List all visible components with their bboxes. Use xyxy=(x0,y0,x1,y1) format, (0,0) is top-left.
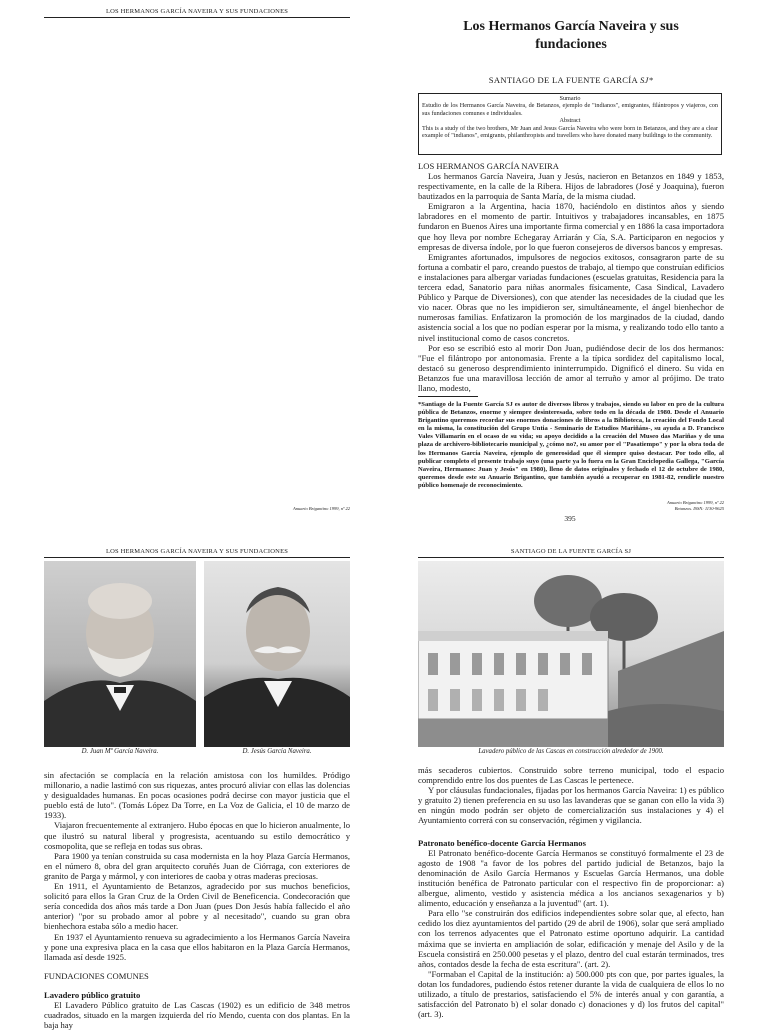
footnote-rule xyxy=(418,396,478,397)
paragraph: sin afectación se complacía en la relación amistosa con los humildes. Pródigo millonario, a nadie lastimó con sus riquezas, antes procuró aliviar con ellas las dolencias y desigualdades humanas. En pocas ocasiones podrá decirse con mayor justicia que el pueblo está de luto". (Tomás López Da Torre, en La Voz de Galicia, el 10 de marzo de 1933). xyxy=(44,770,350,821)
paragraph: Viajaron frecuentemente al extranjero. Hubo épocas en que lo hicieron anualmente, lo que ilustró su natural liberal y progresista, acentuando su estilo democrático y cosmopolita, que se refleja en todas sus obras. xyxy=(44,820,350,851)
journal-ref-page1: Anuario Brigantino 1999, nº 22 xyxy=(292,506,350,511)
article-title-line2: fundaciones xyxy=(535,37,607,52)
paragraph: Los hermanos García Naveira, Juan y Jesús, nacieron en Betanzos en 1849 y 1853, respectivamente, en la calle de la Ribera. Hijos de labradores (José y Joaquina), fueron bautizados en la parroquia de Santa María, de la misma ciudad. xyxy=(418,171,724,202)
author-name: SANTIAGO DE LA FUENTE GARCÍA xyxy=(488,75,638,85)
caption-lavadero: Lavadero público de las Cascas en construcción alrededor de 1900. xyxy=(478,748,664,755)
paragraph: más secaderos cubiertos. Construido sobre terreno municipal, todo el espacio comprendido entre los dos puentes de Las Cascas le pertenece. xyxy=(418,765,724,786)
page-number: 395 xyxy=(564,514,576,523)
running-head-rule-page1 xyxy=(44,17,350,18)
article-title-line1: Los Hermanos García Naveira y sus xyxy=(463,19,679,34)
portrait-jesus-illustration xyxy=(204,561,350,747)
section-heading-patronato: Patronato benéfico-docente García Hermanos xyxy=(418,837,586,848)
paragraph: Para 1900 ya tenían construida su casa modernista en la hoy Plaza García Hermanos, en el número 8, obra del gran arquitecto coruñés Juan de Ciórraga, con exteriores de granito de Parga y mármol, y con interiores de caoba y otras maderas preciosas. xyxy=(44,850,350,881)
paragraph: En 1911, el Ayuntamiento de Betanzos, agradecido por sus muchos beneficios, solicitó para ellos la Gran Cruz de la Orden Civil de Beneficencia. Condecoración que sería concedida dos años más tarde a Don Juan (pues Don Jesús había fallecido el año anterior) "por su probado amor al pobre y al necesitado", cuando su gran obra bienhechora estaba sólo a medio hacer. xyxy=(44,881,350,932)
paragraph: Para ello "se construirán dos edificios independientes sobre solar que, al efecto, han cedido los diez ayuntamientos del partido (29 de abril de 1906), solar que será ampliado con los terrenos adyacentes que el Patronato estime oportuno adquirir. La cantidad máxima que se invierta en ampliación de solar, edificación y menaje del Asilo y de la Escuela consistirá en 250.000 pesetas y el plazo, dentro del cual estarán terminados, tres años, contados desde la fecha de esta escritura". (art. 2). xyxy=(418,908,724,969)
abstract-text: This is a study of the two brothers, Mr Juan and Jesus García Naveira who were born in Betanzos, and they are a clear example of "indianos", emigrants, philanthropists and travellers who have donated many buildings to the community. xyxy=(422,124,718,140)
section-heading-hermanos: LOS HERMANOS GARCÍA NAVEIRA xyxy=(418,161,559,171)
abstract-heading: Abstract xyxy=(559,117,581,125)
paragraph: En 1937 el Ayuntamiento renueva su agradecimiento a los Hermanos García Naveira y pone una expresiva placa en la casa que ellos habitaron en la Plaza García Hermanos, llamada así desde 1925. xyxy=(44,931,350,962)
lavadero-illustration xyxy=(418,561,724,747)
paragraph: Emigrantes afortunados, impulsores de negocios exitosos, consagraron parte de su fortuna a combatir el paro, creando puestos de trabajo, al tiempo que construían edificios e instalaciones para albergar variadas fundaciones (escuelas gratuitas, Residencia para la tercera edad, Sanatorio para niñas anormales físicamente, Casa Sindical, Lavadero Público y Parque de Diversiones), con que atender las necesidades de la ciudad que les vio nacer. Obras que no les impidieron ser, simultáneamente, el ángel bienhechor de numerosas familias. Enfatizaron la promoción de los marginados de la ciudad, dando asistencia social a los que no podían esperar por la misma, y realizando todo ello tanto a nivel institucional como de casos concretos. xyxy=(418,251,724,343)
running-head-page4: SANTIAGO DE LA FUENTE GARCÍA SJ xyxy=(510,548,632,555)
sumario-text: Estudio de los Hermanos García Naveira, de Betanzos, ejemplo de "indianos", emigrantes, filántropos y viajeros, con sus fundaciones comunes e individuales. xyxy=(422,102,718,117)
paragraph: "Formaban el Capital de la institución: a) 500.000 pts con que, por partes iguales, la dotan los fundadores, pudiendo éstos retener durante la vida de cualquiera de ellos lo no utilizado, a título de prestarios, satisfaciendo el 5% de interés anual y con garantía, a satisfacción del Patronato b) el solar donado c) donaciones y d) los frutos del capital" (art. 3). xyxy=(418,968,724,1020)
paragraph: Por eso se escribió esto al morir Don Juan, pudiéndose decir de los dos hermanos: "Fue el filántropo por antonomasia. Frente a la típica sordidez del capitalismo local, destacó su generoso desprendimiento ininterrumpido. Dignificó el dinero. Su vida en Betanzos fue una maravillosa lección de amor al terruño y amor al prójimo. De trato llano, modesto, xyxy=(418,342,724,393)
portrait-jesus-photo xyxy=(204,561,350,747)
journal-ref-line2: Betanzos. ISSN: 1130-9625 xyxy=(674,505,724,511)
article-title xyxy=(418,18,724,54)
running-head-page3: LOS HERMANOS GARCÍA NAVEIRA Y SUS FUNDACIONES xyxy=(105,548,289,555)
sumario-heading: Sumario xyxy=(559,95,581,102)
author-suffix: SJ* xyxy=(639,75,654,85)
paragraph: El Lavadero Público gratuito de Las Cascas (1902) es un edificio de 348 metros cuadrados, situado en la margen izquierda del río Mendo, cuenta con dos plantas. En la baja hay xyxy=(44,999,350,1030)
portrait-juan-photo xyxy=(44,561,196,747)
section-heading-fundaciones: FUNDACIONES COMUNES xyxy=(44,970,149,981)
subsection-heading-lavadero: Lavadero público gratuito xyxy=(44,989,141,1000)
paragraph: Emigraron a la Argentina, hacia 1870, haciéndolo en distintos años y siendo labradores en el momento de partir. Intuitivos y trabajadores incansables, en 1875 fundaron en Buenos Aires una importante firma comercial y en 1886 la casa importadora que hoy lleva por nombre Echegaray Arriarán y Cía, S.A. Participaron en negocios y empresas de diversa índole, por lo que fueron consejeros de diversos bancos y empresas. xyxy=(418,201,724,252)
portrait-juan-illustration xyxy=(44,561,196,747)
caption-juan: D. Juan Mª García Naveira. xyxy=(81,748,159,755)
paragraph: El Patronato benéfico-docente García Hermanos se constituyó formalmente el 23 de agosto de 1908 "a favor de los pobres del partido judicial de Betanzos, bajo la denominación de Asilo García Hermanos y Escuelas García Hermanos, una doble institución benéfica de Patronato particular con el respectivo fin de proporcionar: a) albergue, alimento, vestido y asistencia médica a los ancianos sexagenarios y b) alimento, educación y enseñanza a la juventud" (art. 1). xyxy=(418,847,724,909)
running-head-rule-page4 xyxy=(418,557,724,558)
lavadero-photo xyxy=(418,561,724,747)
journal-ref-page2 xyxy=(574,500,724,511)
paragraph: Y por cláusulas fundacionales, fijadas por los hermanos García Naveira: 1) es público y gratuito 2) tienen preferencia en su uso las lavanderas que se ganan con ello la vida 3) en ningún modo podrán ser objeto de comercialización sus instalaciones y 4) el Ayuntamiento correrá con su conservación, régimen y vigilancia. xyxy=(418,785,724,826)
journal-ref-line1: Anuario Brigantino 1999, nº 22 xyxy=(666,500,724,505)
page3-body xyxy=(44,770,350,1030)
page2-body xyxy=(418,171,724,393)
author-line xyxy=(418,75,724,85)
author-footnote: *Santiago de la Fuente García SJ es autor de diversos libros y trabajos, siendo su labor en pro de la cultura pública de Betanzos, enorme y siempre desinteresada, sobre todo en la década de 1980. Desde el Anuario Brigantino queremos recordar sus enormes donaciones de libros a la Biblioteca, la creación del Fondo Local en la misma, la constitución del Grupo Untia - Seminario de Estudios Mariñáns-, su ayuda a D. Francisco Vales Villamarín en el ocaso de su vida; su apoyo decidido a la creación del Museo das Mariñas y de una plaza de archivero-bibliotecario municipal y, ¿cómo no?, su amor por el "Pasatiempo" y por la obra toda de los Hermanos García Naveira, ejemplo de generosidad que él siempre quiso destacar. Por todo ello, al publicar completo el presente trabajo suyo (una parte ya lo fuera en la Gran Enciclopedia Gallega, "García Naveira, Hermanos: Juan y Jesús" en 1980), lleno de datos originales y fechado el 12 de octubre de 1980, queremos desde este su Anuario Brigantino, que también ayudó a recuperar en 1981-82, rendirle nuestro público homenaje de reconocimiento. xyxy=(418,401,724,489)
running-head-rule-page3 xyxy=(44,557,350,558)
running-head-page1: LOS HERMANOS GARCÍA NAVEIRA Y SUS FUNDACIONES xyxy=(105,8,289,15)
page4-body xyxy=(418,765,724,1019)
summary-box xyxy=(418,93,722,155)
caption-jesus: D. Jesús García Naveira. xyxy=(242,748,312,755)
